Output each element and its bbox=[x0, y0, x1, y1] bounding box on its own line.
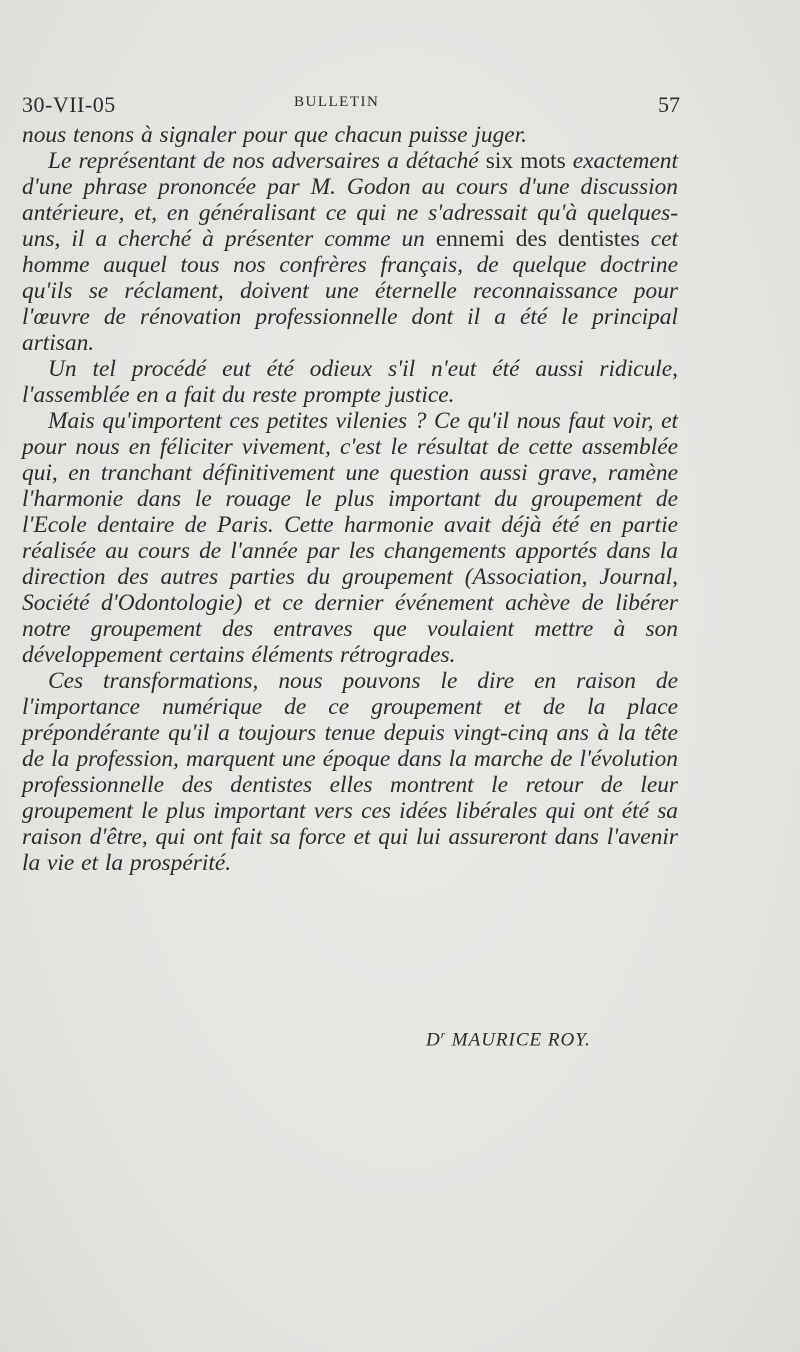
header-date: 30-VII-05 bbox=[22, 92, 116, 117]
paragraph-2 bbox=[22, 148, 678, 356]
page-header bbox=[22, 92, 680, 122]
signature-prefix: D bbox=[426, 1029, 441, 1051]
author-signature bbox=[426, 1029, 591, 1051]
paragraph-1: nous tenons à signaler pour que chacun puisse juger. bbox=[22, 122, 528, 148]
paragraph-2-quoted-phrase: ennemi des dentistes bbox=[435, 226, 640, 252]
paragraph-2-quoted-words: six mots bbox=[485, 148, 566, 174]
page-number: 57 bbox=[658, 92, 680, 117]
header-title: BULLETIN bbox=[294, 94, 380, 110]
signature-name: MAURICE ROY. bbox=[451, 1029, 591, 1051]
paragraph-2-part-c: exactement d'une phrase prononcée par M. Godon au cours d'une discussion antérieure, et, en généralisant ce qui ne s'adressait qu'à quelques-uns, il a cherché à présenter comme un bbox=[22, 148, 678, 252]
paragraph-2-part-a: Le représentant de nos adversaires a détaché bbox=[48, 148, 479, 174]
paragraph-2-part-e: cet homme auquel tous nos confrères français, de quelque doctrine qu'ils se réclament, doivent une éternelle reconnaissance pour l'œuvre de rénovation professionnelle dont il a été le principal artisan. bbox=[22, 226, 678, 356]
signature-prefix-sup: r bbox=[440, 1029, 447, 1041]
paragraph-5: Ces transformations, nous pouvons le dire en raison de l'importance numérique de ce groupement et de la place prépondérante qu'il a toujours tenue depuis vingt-cinq ans à la tête de la profession, marquent une époque dans la marche de l'évolution professionnelle des dentistes elles montrent le retour de leur groupement le plus important vers ces idées libérales qui ont été sa raison d'être, qui ont fait sa force et qui lui assureront dans l'avenir la vie et la prospérité. bbox=[22, 668, 678, 876]
paragraph-3: Un tel procédé eut été odieux s'il n'eut été aussi ridicule, l'assemblée en a fait du reste prompte justice. bbox=[22, 356, 678, 408]
paragraph-4: Mais qu'importent ces petites vilenies ? Ce qu'il nous faut voir, et pour nous en féliciter vivement, c'est le résultat de cette assemblée qui, en tranchant définitivement une question aussi grave, ramène l'harmonie dans le rouage le plus important du groupement de l'Ecole dentaire de Paris. Cette harmonie avait déjà été en partie réalisée au cours de l'année par les changements apportés dans la direction des autres parties du groupement (Association, Journal, Société d'Odontologie) et ce dernier événement achève de libérer notre groupement des entraves que voulaient mettre à son développement certains éléments rétrogrades. bbox=[22, 408, 678, 668]
article-body bbox=[22, 122, 678, 876]
